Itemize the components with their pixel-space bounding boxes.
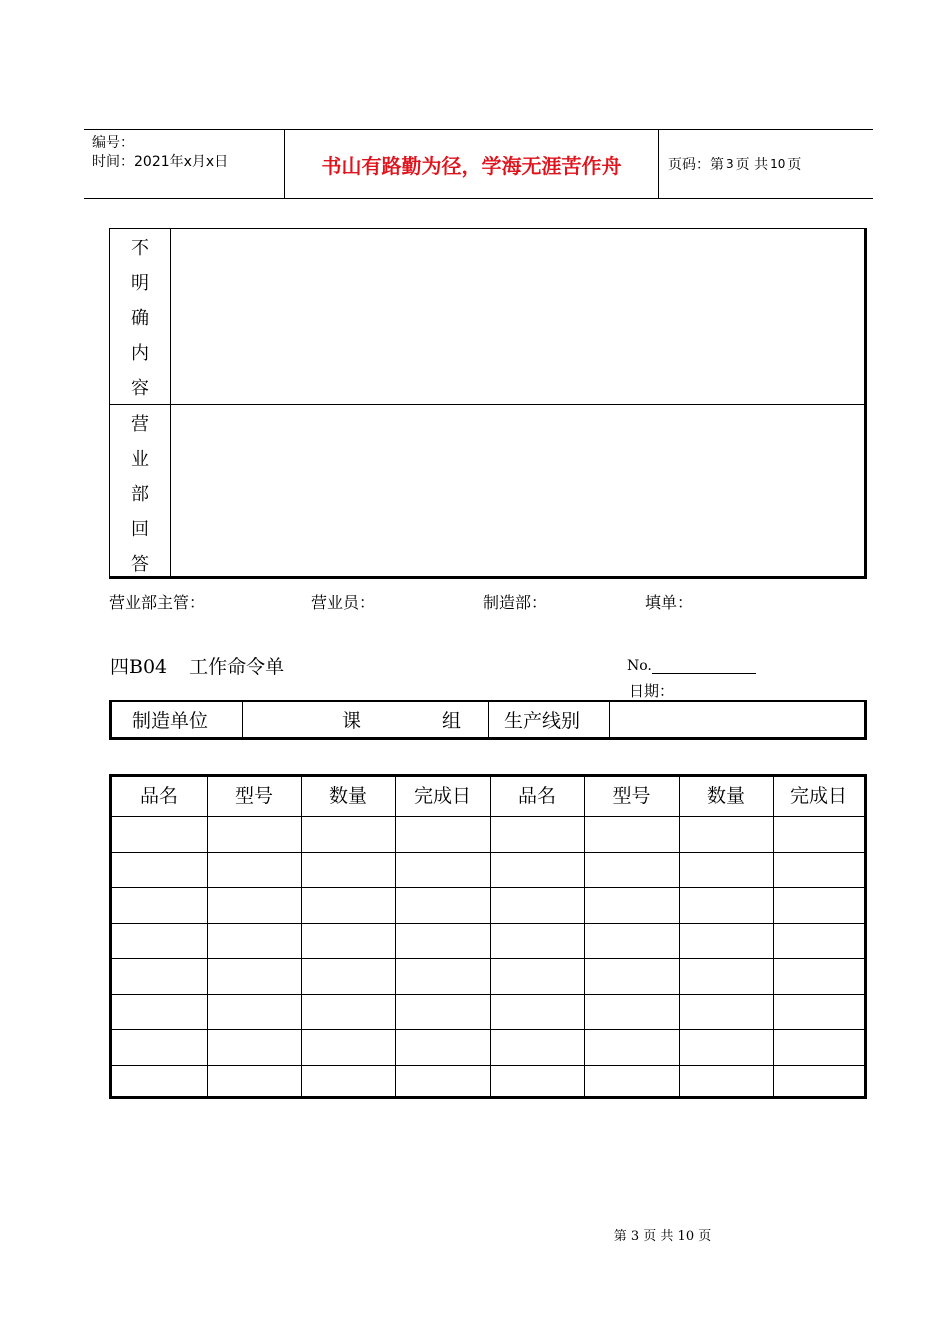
date-input[interactable] bbox=[678, 686, 763, 701]
header-divider bbox=[658, 130, 659, 198]
header-product-name: 品名 bbox=[517, 785, 556, 807]
page-mid: 页 共 bbox=[735, 157, 769, 173]
footer-page-number: 第 3 页 共 10 页 bbox=[613, 1229, 712, 1244]
date-field bbox=[629, 680, 763, 701]
page-header bbox=[84, 129, 873, 199]
grid-column-line bbox=[773, 777, 774, 1096]
page-total: 10 bbox=[770, 157, 786, 171]
header-model: 型号 bbox=[234, 785, 273, 807]
header-quantity: 数量 bbox=[706, 785, 745, 807]
serial-label: 编号： bbox=[92, 135, 134, 151]
department-row bbox=[109, 700, 867, 740]
grid-row-line bbox=[112, 1029, 864, 1030]
page-current: 3 bbox=[726, 157, 734, 171]
unit-label: 制造单位 bbox=[132, 710, 209, 732]
work-order-grid bbox=[109, 774, 867, 1099]
manufacturing-signature: 制造部： bbox=[483, 593, 548, 612]
header-quantity: 数量 bbox=[328, 785, 367, 807]
unclear-content-label: 不 明 确 内 容 bbox=[131, 238, 149, 399]
line-input[interactable] bbox=[610, 702, 864, 737]
number-input[interactable] bbox=[652, 659, 756, 674]
grid-row-line bbox=[112, 852, 864, 853]
grid-row-line bbox=[112, 958, 864, 959]
sales-reply-field[interactable] bbox=[171, 405, 864, 576]
grid-column-line bbox=[490, 777, 491, 1096]
salesperson-signature: 营业员： bbox=[311, 593, 376, 612]
grid-row-line bbox=[112, 1065, 864, 1066]
grid-column-line bbox=[584, 777, 585, 1096]
header-completion-date: 完成日 bbox=[413, 785, 471, 807]
signature-row bbox=[109, 590, 867, 612]
form-code: 四B04 bbox=[110, 656, 168, 678]
sales-manager-signature: 营业部主管： bbox=[109, 593, 206, 612]
number-field bbox=[627, 658, 756, 674]
header-completion-date: 完成日 bbox=[789, 785, 847, 807]
page-suffix: 页 bbox=[787, 157, 802, 173]
number-label: No. bbox=[627, 658, 652, 674]
header-motto: 书山有路勤为径，学海无涯苦作舟 bbox=[321, 153, 622, 178]
unclear-content-field[interactable] bbox=[171, 229, 864, 404]
header-product-name: 品名 bbox=[139, 785, 178, 807]
section-title bbox=[110, 652, 284, 679]
line-label: 生产线别 bbox=[504, 710, 581, 732]
grid-row-line bbox=[112, 994, 864, 995]
grid-row-line bbox=[112, 816, 864, 817]
grid-row-line bbox=[112, 923, 864, 924]
grid-column-line bbox=[301, 777, 302, 1096]
grid-row-line bbox=[112, 887, 864, 888]
cell-divider bbox=[488, 702, 489, 737]
ke-label: 课 bbox=[342, 710, 362, 732]
header-model: 型号 bbox=[612, 785, 651, 807]
zu-label: 组 bbox=[442, 710, 462, 732]
date-label: 日期： bbox=[629, 682, 675, 700]
page-footer bbox=[0, 1225, 950, 1244]
inquiry-table bbox=[109, 228, 867, 579]
filler-signature: 填单： bbox=[645, 593, 694, 612]
header-meta bbox=[92, 134, 228, 172]
grid-column-line bbox=[207, 777, 208, 1096]
header-page-info bbox=[668, 130, 801, 198]
sales-reply-label: 营 业 部 回 答 bbox=[131, 414, 149, 575]
time-label: 时间：2021年x月x日 bbox=[92, 154, 229, 170]
form-title: 工作命令单 bbox=[189, 656, 285, 678]
cell-divider bbox=[242, 702, 243, 737]
grid-column-line bbox=[395, 777, 396, 1096]
page-prefix: 页码：第 bbox=[668, 157, 724, 173]
grid-column-line bbox=[679, 777, 680, 1096]
